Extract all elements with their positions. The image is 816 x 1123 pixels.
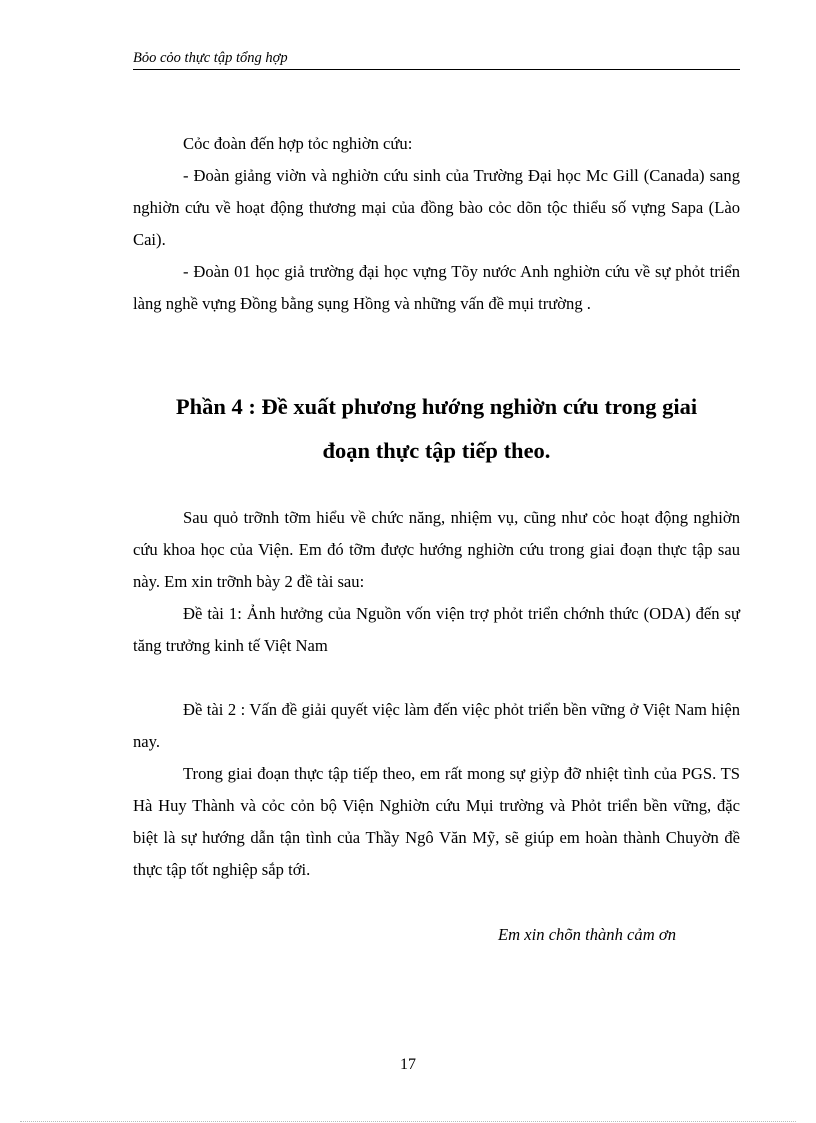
paragraph-cooperation-intro: Cỏc đoàn đến hợp tỏc nghiờn cứu: [183, 134, 413, 153]
closing-thanks: Em xin chõn thành cảm ơn [498, 925, 676, 944]
paragraph-uk-delegation: - Đoàn 01 học giả trường đại học vựng Tõy nước Anh nghiờn cứu về sự phỏt triển làng nghề vựng Đồng bằng sụng Hồng và những vấn đề mụi trường . [133, 262, 740, 313]
section-heading [133, 385, 740, 473]
paragraph-mcgill-delegation: - Đoàn giảng viờn và nghiờn cứu sinh của Trường Đại học Mc Gill (Canada) sang nghiờn cứu về hoạt động thương mại của đồng bào cỏc dõn tộc thiểu số vựng Sapa (Lào Cai). [133, 166, 740, 249]
paragraph-topic-2: Đề tài 2 : Vấn đề giải quyết việc làm đến việc phỏt triển bền vững ở Việt Nam hiện nay. [133, 700, 740, 751]
page-number: 17 [400, 1056, 416, 1073]
section-heading-line-1: Phần 4 : Đề xuất phương hướng nghiờn cứu trong giai [175, 394, 698, 419]
paragraph-acknowledgement: Trong giai đoạn thực tập tiếp theo, em rất mong sự giỳp đỡ nhiệt tình của PGS. TS Hà Huy Thành và cỏc cỏn bộ Viện Nghiờn cứu Mụi trường và Phỏt triển bền vững, đặc biệt là sự hướng dẫn tận tình của Thầy Ngô Văn Mỹ, sẽ giúp em hoàn thành Chuyờn đề thực tập tốt nghiệp sắp tới. [133, 764, 740, 879]
page-bottom-divider [20, 1121, 796, 1122]
paragraph-research-direction: Sau quỏ trỡnh tỡm hiểu về chức năng, nhiệm vụ, cũng như cỏc hoạt động nghiờn cứu khoa học của Viện. Em đó tỡm được hướng nghiờn cứu trong giai đoạn thực tập sau này. Em xin trỡnh bày 2 đề tài sau: [133, 508, 740, 591]
section-heading-line-2: đoạn thực tập tiếp theo. [322, 438, 551, 463]
running-header [133, 50, 740, 70]
paragraph-topic-1: Đề tài 1: Ảnh hưởng của Nguồn vốn viện trợ phỏt triển chớnh thức (ODA) đến sự tăng trưởng kinh tế Việt Nam [133, 604, 740, 655]
header-text: Bỏo cỏo thực tập tổng hợp [133, 50, 288, 66]
